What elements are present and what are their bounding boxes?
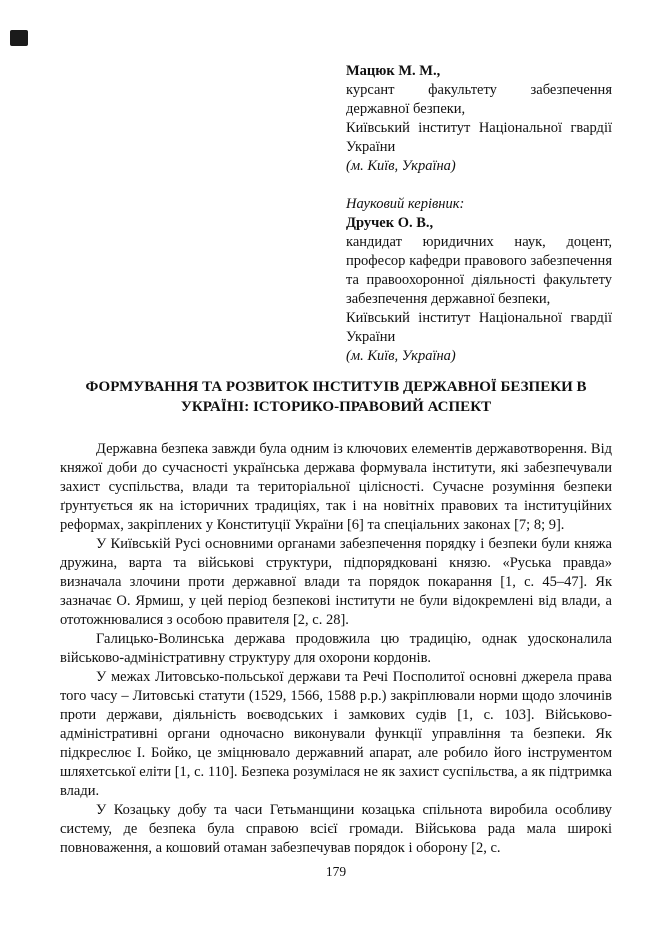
article-body [60, 440, 612, 858]
page-content [60, 62, 612, 881]
page-number: 179 [325, 864, 347, 879]
author-affiliation-segment: курсант факультету забезпечення державної безпеки, [346, 82, 612, 117]
author-affiliation [346, 81, 612, 157]
author-name: Мацюк М. М., [346, 63, 441, 79]
article-title [60, 377, 612, 417]
spacer [60, 176, 612, 195]
article-paragraph: У межах Литовсько-польської держави та Речі Посполитої основні джерела права того часу – Литовські статути (1529, 1566, 1588 р.р.) закріплювали норми щодо злочинів проти держави, діяльність воєводських і замкових судів [1, с. 103]. Військово-адміністративні органи одночасно виконували функції управління та безпеки. Як підкреслює І. Бойко, це зміцнювало державний апарат, але робило його інструментом шляхетської еліти [1, с. 110]. Безпека розумілася не як захист суспільства, а як підтримка влади. [60, 669, 612, 799]
supervisor-affiliation-segment: Київський інститут Національної гвардії України [346, 310, 612, 345]
article-paragraph: У Київській Русі основними органами забезпечення порядку і безпеки були княжа дружина, варта та військові структури, підпорядковані князю. «Руська правда» визначала злочини проти державної влади та порядок покарання [1, с. 45–47]. Як зазначає О. Ярмиш, у цей період безпекові інститути не були відокремлені від влади, а ототожнювалися з особою правителя [2, с. 28]. [60, 536, 612, 628]
article-title-line-1: ФОРМУВАННЯ ТА РОЗВИТОК ІНСТИТУІВ ДЕРЖАВНОЇ БЕЗПЕКИ В [85, 379, 587, 395]
supervisor-location: (м. Київ, Україна) [346, 348, 456, 364]
article-paragraph: У Козацьку добу та часи Гетьманщини козацька спільнота виробила особливу систему, де безпека була справою всієї громади. Військова рада мала широкі повноваження, а кошовий отаман забезпечував порядок і оборону [2, с. [60, 802, 612, 856]
supervisor-label: Науковий керівник: [346, 196, 465, 212]
article-paragraph: Галицько-Волинська держава продовжила цю традицію, однак удосконалила військово-адміністративну структуру для охорони кордонів. [60, 631, 612, 666]
supervisor-block [346, 195, 612, 366]
author-location: (м. Київ, Україна) [346, 158, 456, 174]
scan-artifact-mark [10, 30, 28, 46]
article-title-line-2: УКРАЇНІ: ІСТОРИКО-ПРАВОВИЙ АСПЕКТ [180, 399, 492, 415]
author-affiliation-segment: Київський інститут Національної гвардії України [346, 120, 612, 155]
article-paragraph: Державна безпека завжди була одним із ключових елементів державотворення. Від княжої доби до сучасності українська держава формувала інститути, які забезпечували захист суспільства, влади та територіальної цілісності. Сучасне розуміння безпеки ґрунтується як на історичних традиціях, так і на новітніх правових та інституційних реформах, закріплених у Конституції України [6] та спеціальних законах [7; 8; 9]. [60, 441, 612, 533]
supervisor-affiliation [346, 233, 612, 347]
supervisor-name: Дручек О. В., [346, 215, 434, 231]
supervisor-affiliation-segment: кандидат юридичних наук, доцент, професор кафедри правового забезпечення та правоохоронної діяльності факультету забезпечення державної безпеки, [346, 234, 612, 307]
author-block [346, 62, 612, 176]
